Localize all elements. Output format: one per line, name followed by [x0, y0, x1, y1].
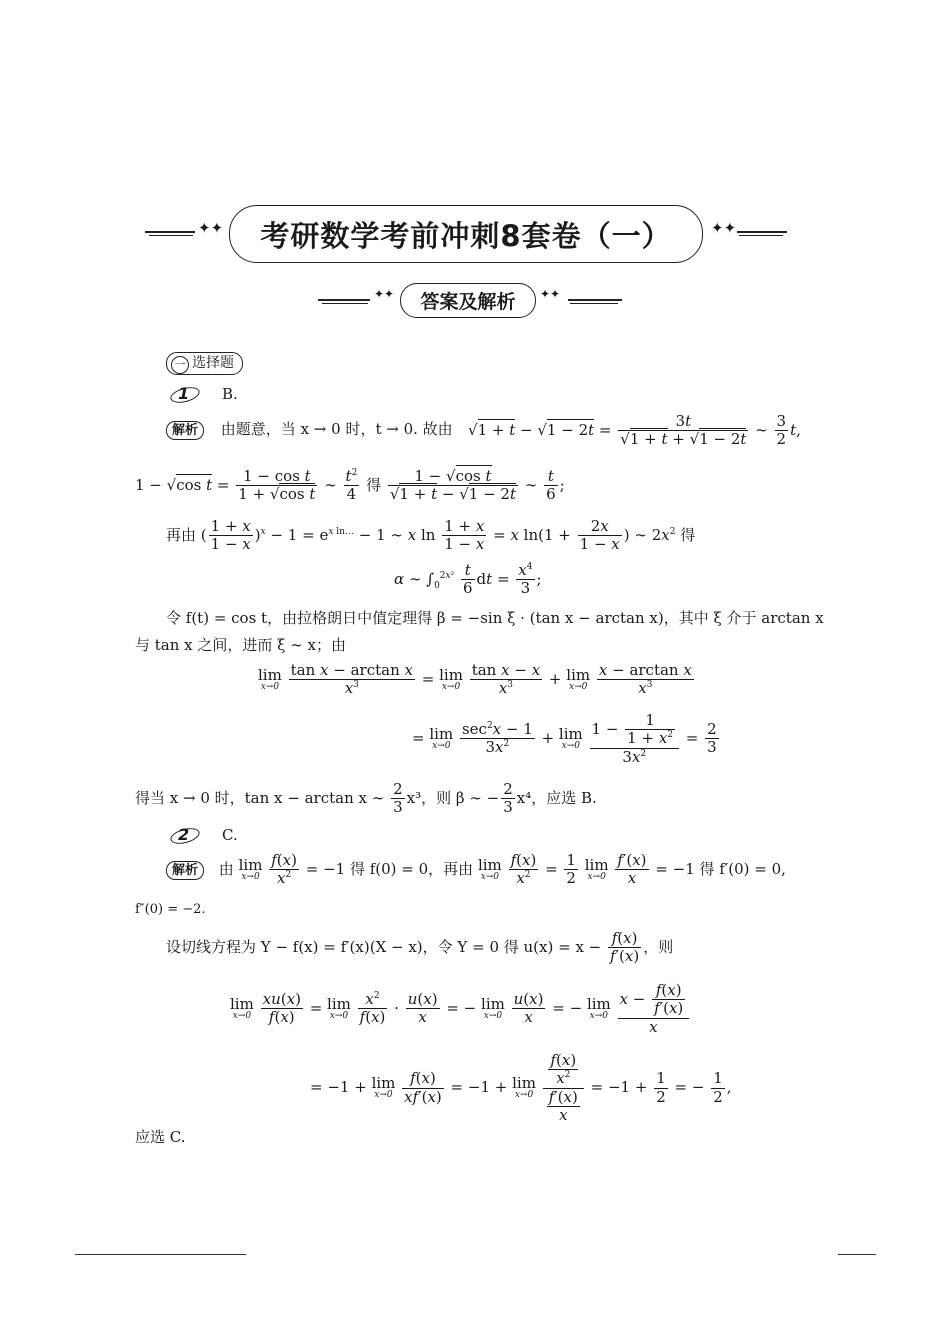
question-2-answer: C.: [222, 826, 238, 844]
q1-line-1: 解析 由题意，当 x → 0 时，t → 0. 故由: [166, 420, 453, 440]
q1-line-7: 与 tan x 之间，进而 ξ ∼ x；由: [135, 636, 346, 654]
q1-formula-2: 1 − √cos t = $\frac{\text{1 − cos t}}{\text{1 + √cos t}}$ ∼ $\frac{t^2}{4}$ 得 $\frac{\text{1 − √cos t}}{√1 + t - √1 - 2t}$ ∼ $\frac{t}{6}$ ;: [135, 467, 565, 504]
left-ornament: ✦✦: [145, 225, 229, 239]
page-subtitle: 答案及解析: [400, 283, 536, 318]
q1-formula-6: = lim x→0 $\sec^2x - 1$ $3x^2$ + lim x→0 1 − $\frac{1}{1 + x^2}$ $3x^2$ = $\frac{2}{3}$: [412, 711, 717, 766]
right-ornament: ✦✦: [705, 225, 789, 239]
section-label: 一 选择题: [166, 352, 243, 375]
page-title: 考研数学考前冲刺8套卷（一）: [229, 205, 703, 263]
analysis-tag-2: 解析: [166, 861, 204, 880]
left-ornament-small: ✦✦: [318, 293, 400, 307]
footer-rule-left: [75, 1254, 246, 1255]
q1-conclusion: 得当 x → 0 时，tan x − arctan x ∼ $\frac{2}{3}$ x³，则 β ∼ − $\frac{2}{3}$ x⁴，应选 B.: [135, 780, 597, 817]
q1-line-6: 令 f(t) = cos t，由拉格朗日中值定理得 β = −sin ξ · (tan x − arctan x)，其中 ξ 介于 arctan x: [166, 609, 824, 627]
q2-formula-1: lim x→0 $\frac{xu(x)}{f(x)}$ = lim x→0 $\frac{x^2}{f(x)}$ · $\frac{u(x)}{x}$ = − lim x→0 $\frac{u(x)}{x}$ = − lim x→0 x − $\frac{f(x)}{f'(x)}$ x: [230, 982, 691, 1036]
q2-formula-2: = −1 + lim x→0 $\frac{f(x)}{xf'(x)}$ = −1 + lim x→0 $\frac{\frac{f(x)}{x^2}}{\frac{f'(x)}{x}}$ = −1 + $\frac{1}{2}$ = − $\frac{1}{2}$ ,: [310, 1051, 732, 1124]
q2-final: 应选 C.: [135, 1128, 186, 1146]
question-2-number: 2: [170, 825, 198, 845]
right-ornament-small: ✦✦: [538, 293, 628, 307]
question-1-answer: B.: [222, 385, 238, 403]
question-1-number: 1: [170, 384, 198, 404]
q1-formula-1: √1 + t − √1 − 2t = $\frac{3t}{√1 + t + √1 - 2t}$ ∼ $\frac{3}{2}$ t,: [468, 412, 801, 449]
q2-line-3: 设切线方程为 Y − f(x) = f′(x)(X − x)，令 Y = 0 得 u(x) = x − $\frac{f(x)}{f'(x)}$ ，则: [166, 929, 674, 966]
footer-rule-right: [838, 1254, 876, 1255]
q1-formula-4: α ∼ $\int_0^{2x^2}$ $\frac{t}{6}$ dt = $\frac{x^4}{3}$ ;: [394, 561, 542, 598]
q1-formula-3: 再由 ( $\frac{1 + x}{1 - x}$ )$^x - 1 = e^{x ln\dots} - 1$ ∼ x ln $\frac{1 + x}{1 - x}$ = x ln(1 + $\frac{2x}{1 - x}$ ) ∼ $2x^2$ 得: [166, 517, 696, 554]
subtitle-banner: [318, 283, 628, 319]
analysis-tag: 解析: [166, 421, 204, 440]
q1-formula-5: lim x→0 $\frac{\text{tan x − arctan x}}{x^3}$ = lim x→0 $\frac{\text{tan x − x}}{x^3}$ + lim x→0 $\frac{\text{x − arctan x}}{x^3}$: [258, 661, 692, 698]
q2-line-1: 解析 由 lim x→0 $\frac{f(x)}{x^2}$ = −1 得 f(0) = 0，再由 lim x→0 $\frac{f(x)}{x^2}$ = $\frac{1}{2}$ lim x→0 $\frac{f'(x)}{x}$ = −1 得 f′(0) = 0,: [166, 852, 786, 888]
title-banner: [145, 205, 785, 265]
q2-line-2: f″(0) = −2.: [135, 902, 206, 917]
